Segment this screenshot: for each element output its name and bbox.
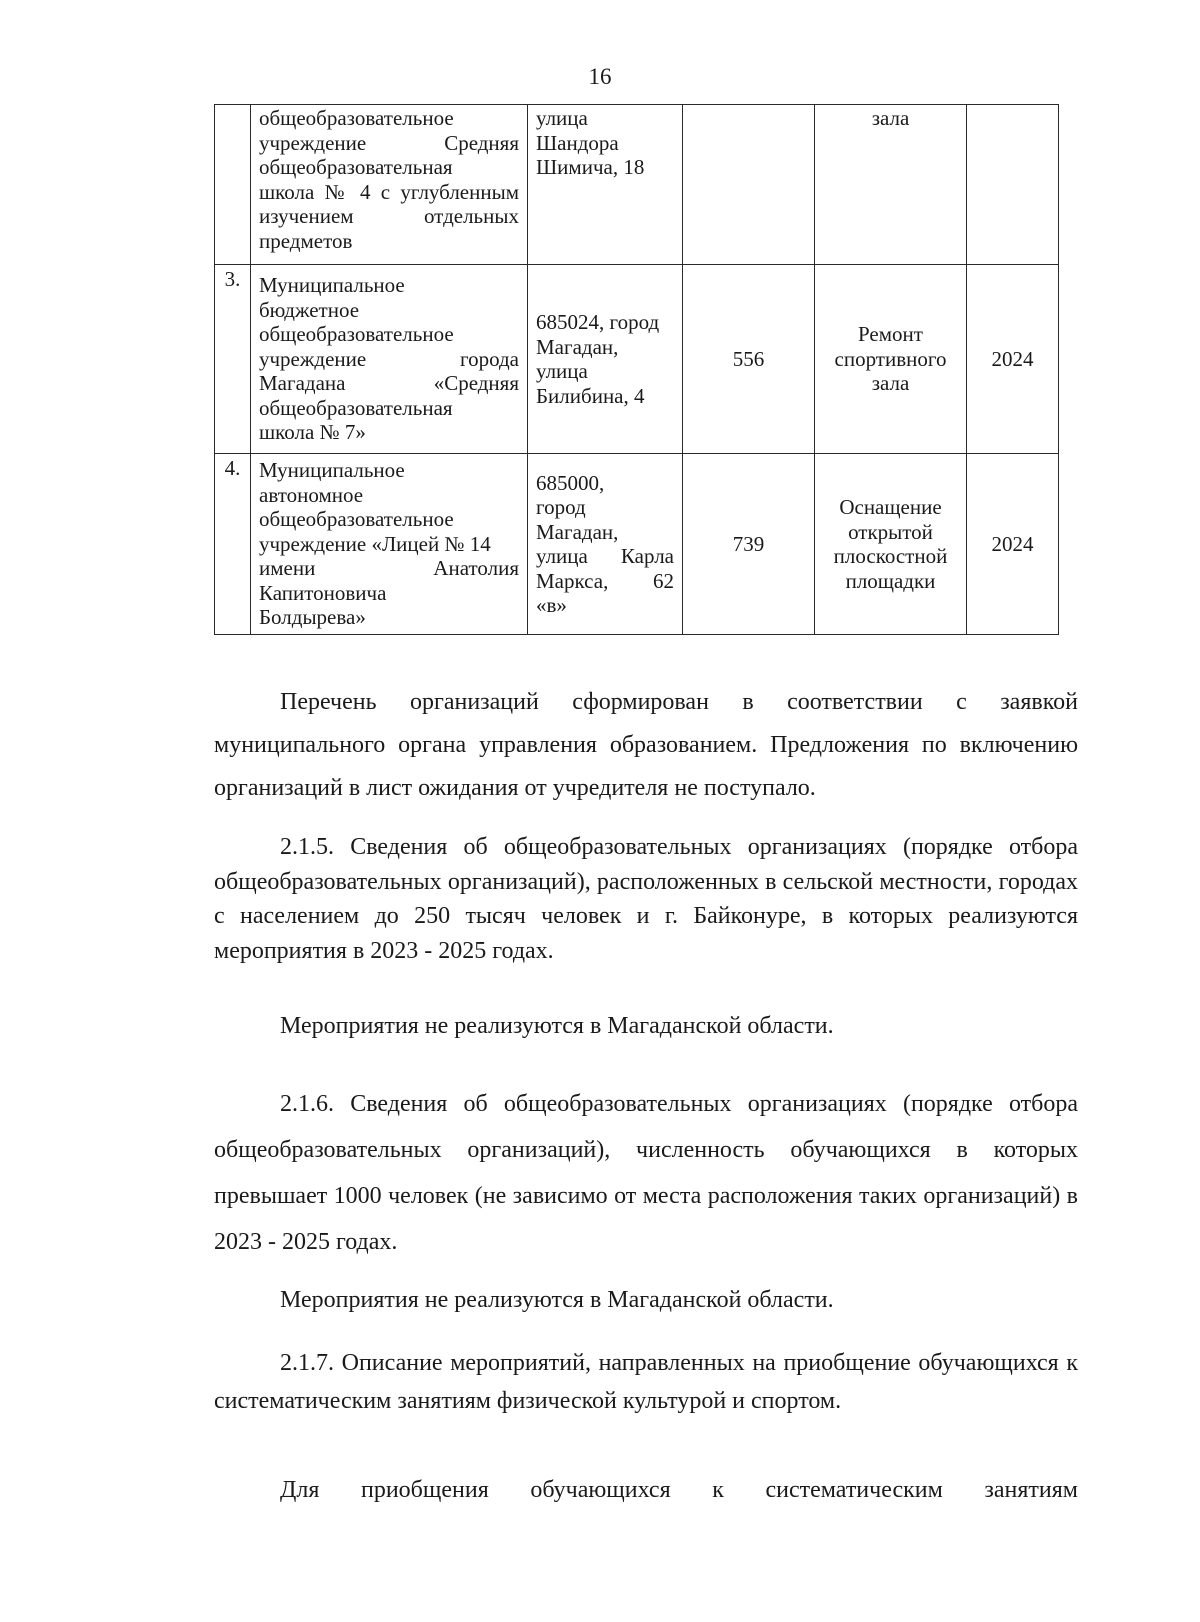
name-line: Капитоновича bbox=[259, 580, 387, 605]
year bbox=[967, 105, 1059, 265]
activity-line: площадки bbox=[845, 568, 936, 593]
activity-line: зала bbox=[871, 371, 910, 396]
name-line: учреждение «Лицей № 14 bbox=[259, 531, 491, 556]
paragraph-section-2-1-7 bbox=[214, 1344, 1078, 1420]
paragraph-text: Мероприятия не реализуются в Магаданской области. bbox=[280, 1287, 834, 1313]
paragraph-text: Мероприятия не реализуются в Магаданской области. bbox=[280, 1013, 834, 1039]
name-line: общеобразовательное bbox=[259, 507, 454, 532]
name-line: Магадана «Средняя bbox=[259, 371, 519, 396]
activity-line: плоскостной bbox=[833, 544, 948, 568]
activity bbox=[815, 454, 967, 635]
name-line: имени Анатолия bbox=[259, 556, 519, 581]
paragraph-text: 2.1.5. Сведения об общеобразовательных организациях (порядке отбора общеобразовательных организаций), расположенных в сельской местности, городах с населением до 250 тысяч человек и г. Байконуре, в которых реализуются мероприятия в 2023 - 2025 годах. bbox=[214, 834, 1078, 964]
table-row bbox=[215, 454, 1059, 635]
name-line: школа № 7» bbox=[259, 420, 366, 445]
year: 2024 bbox=[967, 265, 1059, 454]
table-row bbox=[215, 265, 1059, 454]
students-count bbox=[683, 105, 815, 265]
paragraph-text: 2.1.6. Сведения об общеобразовательных организациях (порядке отбора общеобразовательных организаций), численность обучающихся в которых превышает 1000 человек (не зависимо от места расположения таких организаций) в 2023 - 2025 годах. bbox=[214, 1091, 1078, 1255]
organization-address bbox=[528, 105, 683, 265]
address-line: Магадан, bbox=[536, 334, 619, 359]
organization-name bbox=[251, 454, 528, 635]
name-line: учреждение Средняя bbox=[259, 130, 519, 155]
address-line: Магадан, bbox=[536, 519, 619, 544]
address-line: Шимича, 18 bbox=[536, 155, 645, 179]
year: 2024 bbox=[967, 454, 1059, 635]
name-line: общеобразовательная bbox=[259, 395, 453, 420]
name-line: бюджетное bbox=[259, 297, 360, 322]
name-line: школа № 4 с углубленным bbox=[259, 179, 519, 204]
name-line: Муниципальное bbox=[259, 273, 405, 298]
address-line: 685024, город bbox=[536, 310, 660, 334]
row-number: 3. bbox=[215, 265, 251, 454]
name-line: изучением отдельных bbox=[259, 204, 519, 228]
activity-line: Оснащение bbox=[839, 495, 942, 519]
row-number: 4. bbox=[215, 454, 251, 635]
address-line: город bbox=[536, 495, 586, 519]
activity-line: Ремонт bbox=[858, 322, 923, 347]
paragraph-sports-involvement bbox=[214, 1472, 1078, 1508]
name-line: учреждение города bbox=[259, 346, 519, 371]
organization-address bbox=[528, 454, 683, 635]
address-line: улица Карла bbox=[536, 544, 674, 568]
address-line: улица bbox=[536, 359, 588, 383]
activity bbox=[815, 105, 967, 265]
activity-line: открытой bbox=[848, 519, 933, 544]
activity-line: спортивного bbox=[834, 346, 947, 371]
address-line: улица bbox=[536, 106, 588, 130]
students-count: 739 bbox=[683, 454, 815, 635]
activity-line: зала bbox=[871, 106, 910, 130]
paragraph-organization-list bbox=[214, 681, 1078, 810]
name-line: автономное bbox=[259, 482, 364, 507]
name-line: общеобразовательное bbox=[259, 322, 454, 347]
organization-name bbox=[251, 265, 528, 454]
name-line: предметов bbox=[259, 228, 353, 253]
paragraph-text: Для приобщения обучающихся к систематическим занятиям bbox=[280, 1477, 1078, 1503]
organization-name bbox=[251, 105, 528, 265]
address-line: Билибина, 4 bbox=[536, 383, 645, 408]
name-line: Муниципальное bbox=[259, 458, 405, 483]
organization-address bbox=[528, 265, 683, 454]
address-line: «в» bbox=[536, 593, 567, 617]
page-number: 16 bbox=[588, 64, 612, 89]
address-line: 685000, bbox=[536, 470, 605, 495]
students-count: 556 bbox=[683, 265, 815, 454]
paragraph-not-implemented bbox=[214, 1008, 1078, 1044]
name-line: общеобразовательная bbox=[259, 155, 453, 179]
address-line: Маркса, 62 bbox=[536, 568, 674, 593]
paragraph-text: 2.1.7. Описание мероприятий, направленных на приобщение обучающихся к систематическим занятиям физической культурой и спортом. bbox=[214, 1350, 1078, 1414]
paragraph-not-implemented bbox=[214, 1282, 1078, 1318]
organizations-table bbox=[214, 104, 1059, 635]
paragraph-text: Перечень организаций сформирован в соответствии с заявкой муниципального органа управления образованием. Предложения по включению организаций в лист ожидания от учредителя не поступало. bbox=[214, 689, 1078, 801]
table-row bbox=[215, 105, 1059, 265]
paragraph-section-2-1-5 bbox=[214, 830, 1078, 968]
row-number bbox=[215, 105, 251, 265]
name-line: Болдырева» bbox=[259, 605, 366, 630]
paragraph-section-2-1-6 bbox=[214, 1081, 1078, 1265]
name-line: общеобразовательное bbox=[259, 106, 454, 130]
address-line: Шандора bbox=[536, 130, 619, 155]
activity bbox=[815, 265, 967, 454]
